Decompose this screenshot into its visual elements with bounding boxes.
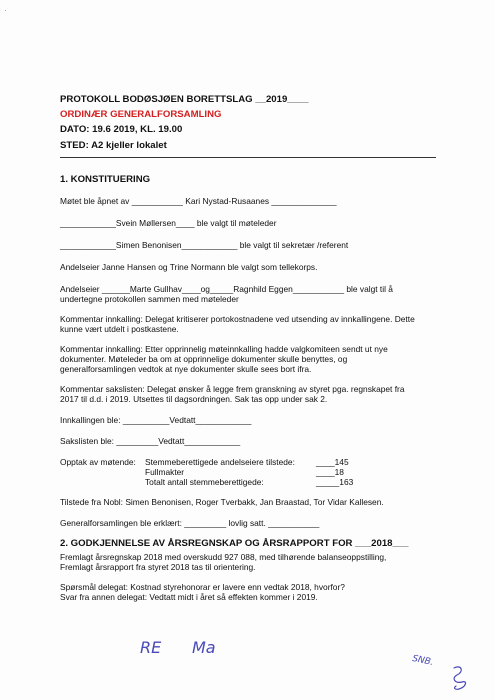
section-2-body: Fremlagt årsrapport fra styret 2018 tas til orientering.	[60, 562, 256, 572]
attendance-row-value: ____145	[316, 457, 349, 467]
document-title: PROTOKOLL BODØSJØEN BORETTSLAG __2019____	[60, 94, 309, 105]
board-present-line: Tilstede fra Nobl: Simen Benonisen, Roger Tverbakk, Jan Braastad, Tor Vidar Kallesen.	[60, 497, 384, 507]
declared-line: Generalforsamlingen ble erklært: _________ lovlig satt. ___________	[60, 518, 320, 528]
attendance-row-label: Totalt antall stemmeberettigede:	[145, 477, 264, 487]
comment-paragraph: dokumenter. Møteleder ba om at opprinnelige dokumenter skulle benyttes, og	[60, 354, 348, 364]
signers-line: Andelseier ______Marte Gullhav____og_____Ragnhild Eggen___________ ble valgt til å	[60, 284, 393, 294]
attendance-label: Opptak av møtende:	[60, 457, 136, 467]
corner-mark: ·	[4, 6, 7, 15]
handwritten-initials: Ma	[192, 638, 216, 657]
vote-counters-line: Andelseier Janne Hansen og Trine Normann ble valgt som tellekorps.	[60, 262, 318, 272]
meeting-date: DATO: 19.6 2019, KL. 19.00	[60, 124, 183, 135]
secretary-line: ____________Simen Benonisen____________ ble valgt til sekretær /referent	[60, 240, 349, 250]
agenda-approved-line: Sakslisten ble: _________Vedtatt____________	[60, 436, 241, 446]
comment-paragraph: 2017 til d.d. i 2019. Utsettes til dagsordningen. Sak tas opp under sak 2.	[60, 394, 328, 404]
handwritten-initials: RE	[140, 638, 162, 657]
answer-line: Svar fra annen delegat: Vedtatt midt i året så effekten kommer i 2019.	[60, 592, 318, 602]
section-2-body: Fremlagt årsregnskap 2018 med overskudd 927 088, med tilhørende balanseoppstilling,	[60, 552, 387, 562]
section-2-heading: 2. GODKJENNELSE AV ÅRSREGNSKAP OG ÅRSRAPPORT FOR ___2018___	[60, 538, 409, 549]
opened-by-line: Møtet ble åpnet av ___________ Kari Nystad-Rusaanes ______________	[60, 196, 337, 206]
attendance-row-label: Stemmeberettigede andelseiere tilstede:	[145, 457, 295, 467]
comment-paragraph: Kommentar innkalling: Delegat kritiserer portokostnadene ved utsending av innkallingene. Dette	[60, 314, 415, 324]
chair-line: ____________Svein Møllersen____ ble valgt til møteleder	[60, 218, 277, 228]
signers-line: undertegne protokollen sammen med møteleder	[60, 294, 239, 304]
section-1-heading: 1. KONSTITUERING	[60, 174, 151, 185]
meeting-place: STED: A2 kjeller lokalet	[60, 140, 167, 151]
question-line: Spørsmål delegat: Kostnad styrehonorar er lavere enn vedtak 2018, hvorfor?	[60, 582, 345, 592]
comment-paragraph: Kommentar sakslisten: Delegat ønsker å legge frem granskning av styret pga. regnskapet fra	[60, 384, 405, 394]
handwritten-initials: SNB.	[411, 653, 435, 669]
comment-paragraph: Kommentar innkalling: Etter opprinnelig møteinnkalling hadde valgkomiteen sendt ut nye	[60, 344, 388, 354]
attendance-row-label: Fullmakter	[145, 467, 185, 477]
meeting-type: ORDINÆR GENERALFORSAMLING	[60, 109, 222, 120]
attendance-row-value: _____163	[316, 477, 354, 487]
handwritten-signature	[448, 662, 472, 692]
attendance-row-value: ____18	[316, 467, 344, 477]
comment-paragraph: kunne vært utdelt i postkastene.	[60, 324, 179, 334]
comment-paragraph: generalforsamlingen vedtok at nye dokumenter skulle sees bort ifra.	[60, 364, 312, 374]
notice-approved-line: Innkallingen ble: __________Vedtatt____________	[60, 415, 252, 425]
header-divider	[60, 157, 436, 158]
